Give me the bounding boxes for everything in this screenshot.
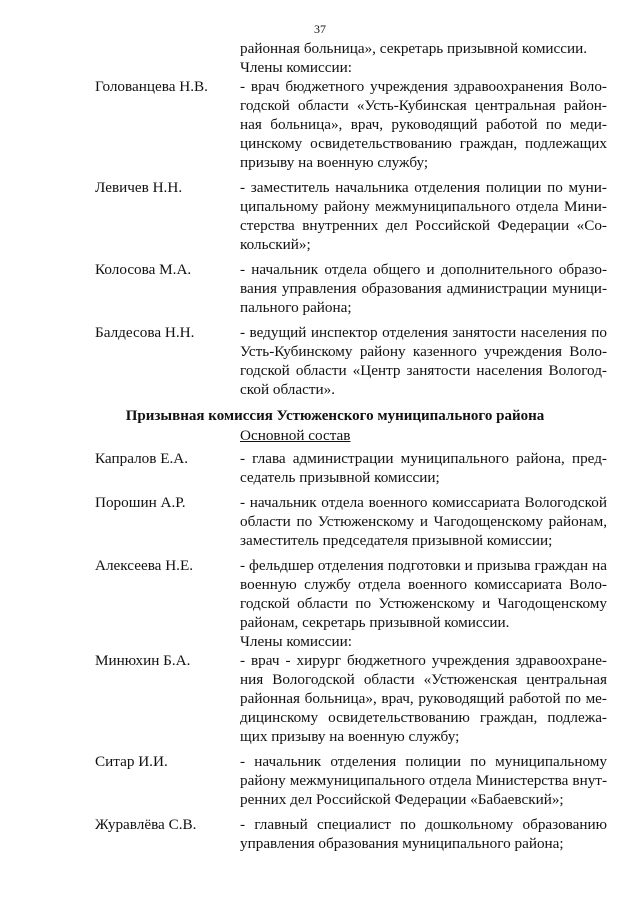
member-list [0,651,640,853]
section-subheading: Основной состав [240,427,351,444]
member-name: Порошин А.Р. [95,494,186,511]
role-line: району межмуниципального отдела Министерства внут- [240,772,607,789]
member-entry [0,815,640,853]
member-role [240,752,607,809]
role-line: заместитель председателя призывной комиссии; [240,532,553,549]
role-line: управления образования муниципального района; [240,835,564,852]
member-name: Капралов Е.А. [95,450,189,467]
role-line: - начальник отдела общего и дополнительного образо- [240,261,607,278]
member-entry [0,178,640,254]
role-line: - главный специалист по дошкольному образованию [240,816,607,833]
member-role [240,449,607,487]
role-line: ния Вологодской области «Устюженская центральная [240,671,607,688]
member-role [240,651,607,746]
member-role [240,77,607,172]
member-entry [0,493,640,550]
member-role [240,178,607,254]
member-name: Голованцева Н.В. [95,78,208,95]
role-line: - глава администрации муниципального района, пред- [240,450,607,467]
role-line: области по Устюженскому и Чагодощенскому районам, [240,513,607,530]
member-entry [0,752,640,809]
role-line: - фельдшер отделения подготовки и призыва граждан на [240,557,607,574]
role-line: районная больница», врач, руководящий работой по ме- [240,690,607,707]
role-line: щих призыву на военную службу; [240,728,460,745]
members-label: Члены комиссии: [240,59,352,76]
role-line: военную службу отдела военного комиссариата Воло- [240,576,607,593]
member-entry [0,77,640,172]
role-line: районам, секретарь призывной комиссии. [240,614,510,631]
member-entry [0,323,640,399]
role-line: - врач бюджетного учреждения здравоохранения Воло- [240,78,607,95]
member-role [240,815,607,853]
role-line: Усть-Кубинскому району казенного учреждения Воло- [240,343,607,360]
role-line: призыву на военную службу; [240,154,429,171]
member-entry [0,556,640,632]
continued-text [240,39,607,58]
role-line: стерства внутренних дел Российской Федерации «Со- [240,217,607,234]
member-role [240,260,607,317]
continued-line: районная больница», секретарь призывной комиссии. [240,40,588,57]
role-line: - ведущий инспектор отделения занятости населения по [240,324,607,341]
main-member-list [0,449,640,632]
role-line: ренних дел Российской Федерации «Бабаевский»; [240,791,564,808]
member-role [240,556,607,632]
member-role [240,493,607,550]
role-line: цинскому освидетельствованию граждан, подлежащих [240,135,607,152]
role-line: годской области «Усть-Кубинская центральная район- [240,97,607,114]
role-line: годской области по Устюженскому и Чагодощенскому [240,595,607,612]
member-list [0,77,640,399]
role-line: седатель призывной комиссии; [240,469,440,486]
member-name: Ситар И.И. [95,753,168,770]
members-label: Члены комиссии: [240,633,352,650]
role-line: - заместитель начальника отделения полиции по муни- [240,179,607,196]
role-line: кольский»; [240,236,311,253]
role-line: - начальник отдела военного комиссариата Вологодской [240,494,607,511]
member-entry [0,449,640,487]
role-line: дицинскому освидетельствованию граждан, подлежа- [240,709,607,726]
role-line: ской области». [240,381,336,398]
role-line: - начальник отделения полиции по муниципальному [240,753,607,770]
member-entry [0,260,640,317]
member-name: Алексеева Н.Е. [95,557,194,574]
member-name: Журавлёва С.В. [95,816,197,833]
section-heading: Призывная комиссия Устюженского муниципального района [125,408,545,424]
role-line: - врач - хирург бюджетного учреждения здравоохране- [240,652,607,669]
member-name: Минюхин Б.А. [95,652,191,669]
page-number: 37 [314,22,326,36]
role-line: ная больница», врач, руководящий работой по меди- [240,116,607,133]
member-name: Левичев Н.Н. [95,179,183,196]
member-role [240,323,607,399]
role-line: ципальному району межмуниципального отдела Мини- [240,198,607,215]
role-line: годской области «Центр занятости населения Вологод- [240,362,607,379]
role-line: вания управления образования администрации муници- [240,280,607,297]
member-name: Колосова М.А. [95,261,192,278]
member-entry [0,651,640,746]
member-name: Балдесова Н.Н. [95,324,195,341]
role-line: пального района; [240,299,352,316]
document-body [0,39,640,853]
